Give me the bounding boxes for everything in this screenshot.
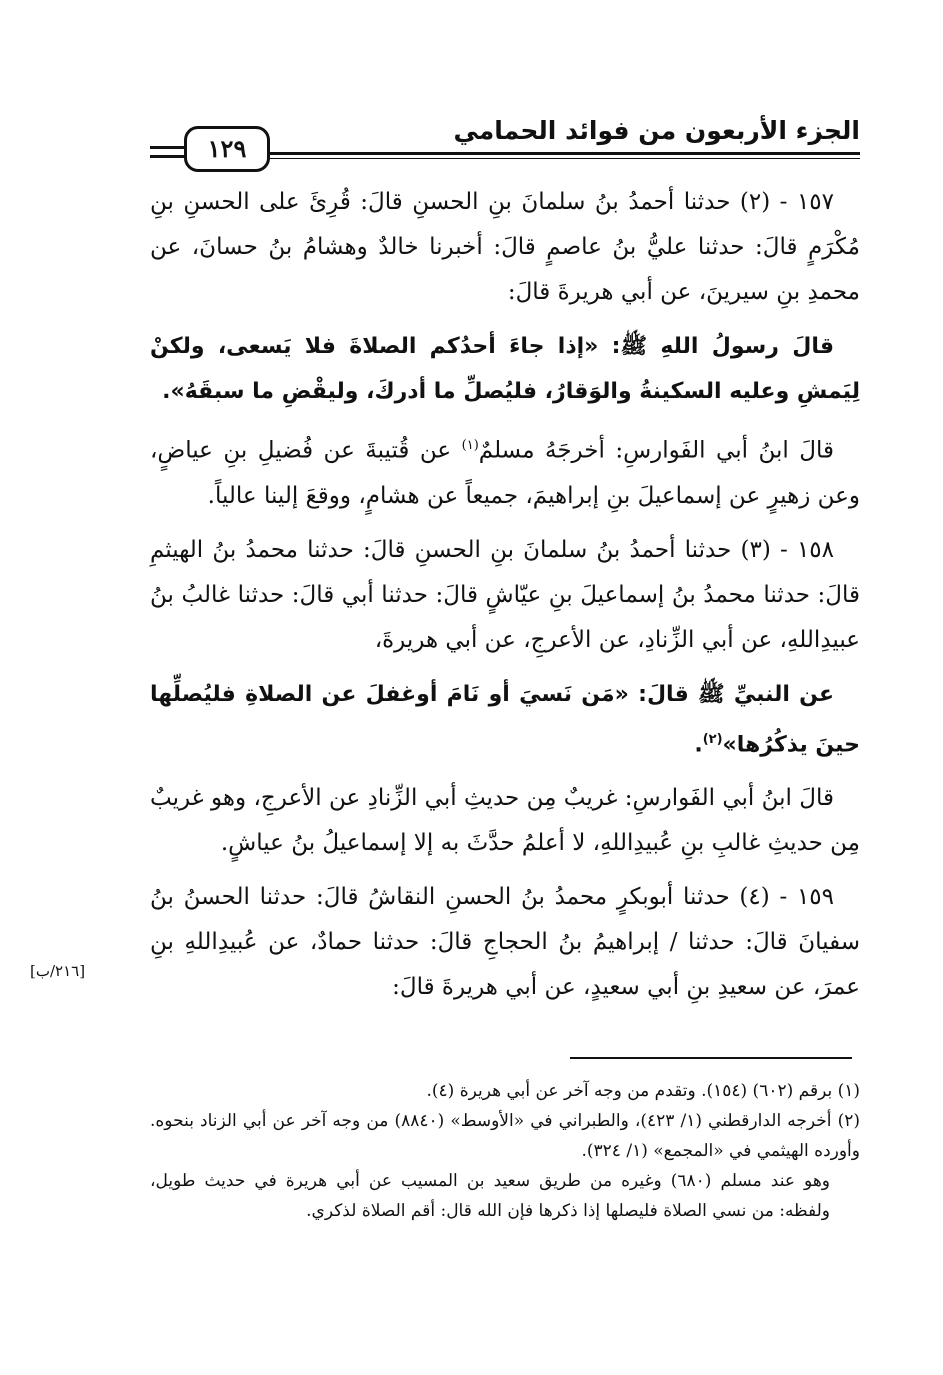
paragraph-isnad-158: ١٥٨ - (٣) حدثنا أحمدُ بنُ سلمانَ بنِ الحسنِ قالَ: حدثنا محمدُ بنُ الهيثمِ قالَ: حدثنا محمدُ بنُ إسماعيلَ بنِ عيّاشٍ قالَ: حدثنا أبي قالَ: حدثنا غالبُ بنُ عبيدِاللهِ، عن أبي الزِّنادِ، عن الأعرجِ، عن أبي هريرةَ،: [150, 536, 860, 653]
paragraph-commentary-158: قالَ ابنُ أبي الفَوارسِ: غريبٌ مِن حديثِ أبي الزِّنادِ عن الأعرجِ، وهو غريبٌ مِن حديثِ غالبِ بنِ عُبيدِاللهِ، لا أعلمُ حدَّثَ به إلا إسماعيلُ بنُ عياشٍ.: [150, 784, 860, 856]
page-number: ١٢٩: [184, 126, 270, 172]
page-header: [150, 108, 860, 168]
footnote-ref-1: (١): [461, 438, 479, 453]
footnote-ref-2: (٢): [702, 731, 723, 747]
footnote-2-continuation: وهو عند مسلم (٦٨٠) وغيره من طريق سعيد بن المسيب عن أبي هريرة في حديث طويل، ولفظه: من نسي الصلاة فليصلها إذا ذكرها فإن الله قال: أقم الصلاة لذكري.: [150, 1171, 830, 1221]
commentary-text: قالَ ابنُ أبي الفَوارسِ: أخرجَهُ مسلمٌ: [478, 437, 834, 464]
footnote-2: (٢) أخرجه الدارقطني (١/ ٤٢٣)، والطبراني في «الأوسط» (٨٨٤٠) من وجه آخر عن أبي الزناد بنحوه. وأورده الهيثمي في «المجمع» (١/ ٣٢٤).: [150, 1111, 860, 1161]
paragraph-commentary-157: [150, 423, 860, 519]
running-title: الجزء الأربعون من فوائد الحمامي: [453, 116, 860, 145]
hadith-text: عن النبيِّ ﷺ قالَ: «مَن نَسيَ أو نَامَ أوغفلَ عن الصلاةِ فليُصلِّها حينَ يذكُرُها»: [150, 681, 860, 757]
footnote-separator: [570, 1057, 852, 1059]
main-text: [150, 180, 860, 1019]
paragraph-hadith-158: [150, 672, 860, 767]
hadith-end: .: [694, 731, 703, 757]
manuscript-folio-note: [٢١٦/ب]: [30, 962, 86, 980]
commentary-text-cont: عن قُتيبةَ عن فُضيلِ بنِ عياضٍ، وعن زهيرٍ عن إسماعيلَ بنِ إبراهيمَ، جميعاً عن هشامٍ، ووقعَ إلينا عالياً.: [150, 437, 860, 509]
footnote-1: (١) برقم (٦٠٢) (١٥٤). وتقدم من وجه آخر عن أبي هريرة (٤).: [426, 1081, 860, 1101]
paragraph-hadith-157: قالَ رسولُ اللهِ ﷺ: «إذا جاءَ أحدُكم الصلاةَ فلا يَسعى، ولكنْ لِيَمشِ وعليه السكينةُ والوَقارُ، فليُصلِّ ما أدركَ، وليقْضِ ما سبقَهُ».: [150, 334, 860, 404]
header-rule-thick: [250, 152, 860, 155]
footnotes: [150, 1076, 860, 1226]
header-rule-thin: [250, 158, 860, 159]
paragraph-isnad-159: ١٥٩ - (٤) حدثنا أبوبكرٍ محمدُ بنُ الحسنِ النقاشُ قالَ: حدثنا الحسنُ بنُ سفيانَ قالَ: حدثنا / إبراهيمُ بنُ الحجاجِ قالَ: حدثنا حمادٌ، عن عُبيدِاللهِ بنِ عمرَ، عن سعيدِ بنِ أبي سعيدٍ، عن أبي هريرةَ قالَ:: [150, 883, 860, 1000]
paragraph-isnad-157: ١٥٧ - (٢) حدثنا أحمدُ بنُ سلمانَ بنِ الحسنِ قالَ: قُرِئَ على الحسنِ بنِ مُكْرَمٍ قالَ: حدثنا عليُّ بنُ عاصمٍ قالَ: أخبرنا خالدٌ وهشامُ بنُ حسانَ، عن محمدِ بنِ سيرينَ، عن أبي هريرةَ قالَ:: [150, 189, 860, 305]
